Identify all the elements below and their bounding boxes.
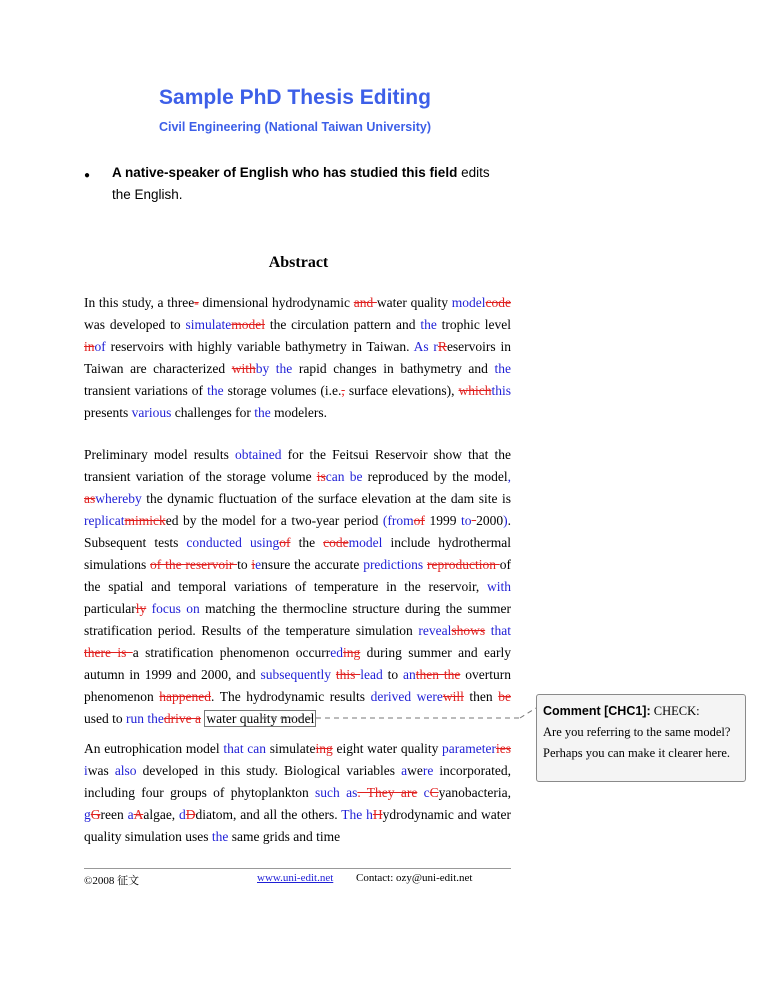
page-subtitle: Civil Engineering (National Taiwan University) xyxy=(158,120,432,134)
paragraph-text: simulate xyxy=(266,741,316,756)
deleted-text: H xyxy=(372,807,383,822)
deleted-text: model xyxy=(231,317,265,332)
deleted-text: as xyxy=(84,491,96,506)
footer-contact: Contact: ozy@uni-edit.net xyxy=(356,872,473,884)
bullet-icon: ● xyxy=(84,170,91,181)
paragraph-text: we xyxy=(407,763,423,778)
deleted-text: and xyxy=(353,295,377,310)
paragraph-text: algae, xyxy=(143,807,180,822)
inserted-text: also xyxy=(114,763,137,778)
inserted-text: , xyxy=(507,469,511,484)
paragraph-text: was xyxy=(87,763,115,778)
paragraph-text: transient variations of xyxy=(84,383,208,398)
inserted-text: c xyxy=(423,785,430,800)
paragraph-text: challenges for xyxy=(171,405,255,420)
deleted-text: - xyxy=(194,295,199,310)
deleted-text: mimick xyxy=(124,513,166,528)
inserted-text: lead xyxy=(360,667,383,682)
deleted-text: . They are xyxy=(357,785,418,800)
deleted-text: with xyxy=(231,361,256,376)
paragraph-text: An eutrophication model xyxy=(84,741,224,756)
inserted-text: the xyxy=(207,383,224,398)
paragraph-text: 2000 xyxy=(476,513,504,528)
inserted-text: run the xyxy=(126,711,164,726)
paragraph-text: the xyxy=(290,535,324,550)
intro-bold: A native-speaker of English who has studied this field xyxy=(112,165,458,180)
paragraph-text: incorporated, including four groups of phytoplankton xyxy=(84,763,512,800)
inserted-text: model xyxy=(451,295,486,310)
inserted-text: the xyxy=(494,361,511,376)
inserted-text: re xyxy=(422,763,434,778)
inserted-text: d xyxy=(179,807,186,822)
inserted-text: subsequently xyxy=(260,667,332,682)
deleted-text: , xyxy=(341,383,345,398)
paragraph-text: eservoirs in Taiwan are characterized xyxy=(84,339,512,376)
deleted-text: code xyxy=(485,295,511,310)
inserted-text: of xyxy=(94,339,106,354)
deleted-text: of the reservoir xyxy=(150,557,238,572)
inserted-text: The h xyxy=(341,807,373,822)
inserted-text: i xyxy=(84,763,88,778)
inserted-text: replicat xyxy=(84,513,125,528)
deleted-text: ing xyxy=(343,645,361,660)
paragraph-text: for the Feitsui Reservoir show that the transient variation of the storage volume xyxy=(84,447,511,484)
paragraph-text: surface elevations), xyxy=(344,383,459,398)
deleted-text: i xyxy=(251,557,256,572)
paragraph-text: reen xyxy=(100,807,128,822)
paragraph-text: matching the thermocline structure during the summer stratification period. Results of the temperature simulation xyxy=(84,601,512,638)
inserted-text: this xyxy=(491,383,511,398)
intro-rest: edits the English. xyxy=(112,165,490,202)
inserted-text: whereby xyxy=(95,491,142,506)
paragraph-text: a stratification phenomenon occurr xyxy=(132,645,331,660)
deleted-text: ies xyxy=(496,741,512,756)
inserted-text: the xyxy=(211,829,229,844)
paragraph-text: same grids and time xyxy=(228,829,341,844)
footer-link[interactable]: www.uni-edit.net xyxy=(257,872,334,884)
deleted-text: will xyxy=(442,689,464,704)
deleted-text: G xyxy=(90,807,101,822)
page-title: Sample PhD Thesis Editing xyxy=(159,86,431,109)
paragraph-text: of the spatial and temporal variations of temperature in the reservoir, xyxy=(84,557,511,594)
paragraph-text: was developed to xyxy=(84,317,186,332)
paragraph-text: include hydrothermal simulations xyxy=(84,535,511,572)
inserted-text: focus on xyxy=(151,601,200,616)
deleted-text: happened xyxy=(159,689,212,704)
inserted-text: simulate xyxy=(185,317,232,332)
paragraph-text: developed in this study. Biological variables xyxy=(136,763,402,778)
deleted-text: this xyxy=(335,667,361,682)
paragraph-text: modelers. xyxy=(270,405,327,420)
inserted-text: parameter xyxy=(442,741,497,756)
paragraph-text: diatom, and all the others. xyxy=(195,807,342,822)
paragraph-text: rapid changes in bathymetry and xyxy=(292,361,495,376)
deleted-text: is xyxy=(316,469,326,484)
paragraph-text: the dynamic fluctuation of the surface elevation at the dam site is xyxy=(141,491,511,506)
abstract-heading: Abstract xyxy=(268,254,329,271)
paragraph-text: In this study, a three xyxy=(84,295,195,310)
inserted-text: a xyxy=(127,807,134,822)
deleted-text: R xyxy=(437,339,447,354)
deleted-text: which xyxy=(458,383,492,398)
deleted-text: code xyxy=(323,535,349,550)
inserted-text: As r xyxy=(413,339,438,354)
inserted-text: conducted using xyxy=(186,535,280,550)
inserted-text: ed xyxy=(330,645,344,660)
deleted-text: of xyxy=(413,513,425,528)
deleted-text: drive a xyxy=(163,711,201,726)
inserted-text: the xyxy=(420,317,437,332)
inserted-text: derived were xyxy=(370,689,443,704)
inserted-text: model xyxy=(348,535,383,550)
inserted-text: by the xyxy=(255,361,293,376)
inserted-text: various xyxy=(131,405,172,420)
paragraph-text: storage volumes (i.e. xyxy=(223,383,342,398)
paragraph-text: . Subsequent tests xyxy=(84,513,511,550)
paragraph-text: dimensional hydrodynamic xyxy=(198,295,354,310)
inserted-text: that can xyxy=(223,741,267,756)
review-comment[interactable] xyxy=(536,694,746,782)
comment-tag: Comment [CHC1]: xyxy=(543,704,651,718)
deleted-text: ing xyxy=(315,741,333,756)
inserted-text: an xyxy=(403,667,416,682)
paragraph-text: yanobacteria, xyxy=(438,785,511,800)
paragraph-text: particular xyxy=(84,601,136,616)
paragraph-text: 1999 xyxy=(424,513,462,528)
footer-divider xyxy=(84,868,511,869)
paragraph-text: ydrodynamic and water quality simulation uses xyxy=(84,807,511,844)
paragraph-text: trophic level xyxy=(436,317,511,332)
inserted-text: obtained xyxy=(235,447,282,462)
paragraph-text: reservoirs with highly variable bathymetry in Taiwan. xyxy=(105,339,414,354)
deleted-text: reproduction xyxy=(426,557,500,572)
inserted-text: g xyxy=(84,807,91,822)
inserted-text: the xyxy=(254,405,271,420)
paragraph-text: ed by the model for a two-year period xyxy=(165,513,383,528)
paragraph-text: used to xyxy=(84,711,126,726)
paragraph-text: to xyxy=(382,667,404,682)
deleted-text: in xyxy=(84,339,95,354)
paragraph-text: the circulation pattern and xyxy=(264,317,421,332)
paragraph-text: during summer and early autumn in 1999 and 2000, and xyxy=(84,645,511,682)
paragraph-text: reproduced by the model xyxy=(362,469,508,484)
commented-text: water quality model xyxy=(206,711,315,726)
deleted-text: D xyxy=(185,807,196,822)
inserted-text: (from xyxy=(382,513,414,528)
deleted-text: shows xyxy=(451,623,486,638)
comment-label: CHECK: xyxy=(650,704,700,718)
inserted-text: a xyxy=(401,763,408,778)
paragraph-text: nsure the accurate xyxy=(261,557,364,572)
deleted-text: C xyxy=(429,785,439,800)
inserted-text: to xyxy=(461,513,472,528)
paragraph-text: to xyxy=(237,557,252,572)
paragraph-text: water quality xyxy=(376,295,452,310)
deleted-text: there is xyxy=(84,645,133,660)
paragraph-text: Preliminary model results xyxy=(84,447,236,462)
deleted-text: A xyxy=(133,807,144,822)
deleted-text: be xyxy=(498,689,511,704)
deleted-text: ly xyxy=(135,601,147,616)
deleted-text: of xyxy=(279,535,291,550)
inserted-text: e xyxy=(255,557,262,572)
paragraph-text: overturn phenomenon xyxy=(84,667,511,704)
paragraph-text: then xyxy=(463,689,499,704)
deleted-text: then the xyxy=(415,667,461,682)
inserted-text: can be xyxy=(325,469,363,484)
inserted-text: predictions xyxy=(363,557,424,572)
paragraph-text: presents xyxy=(84,405,132,420)
inserted-text: ) xyxy=(503,513,508,528)
paragraph-text: eight water quality xyxy=(332,741,443,756)
inserted-text: that xyxy=(490,623,512,638)
comment-body: Are you referring to the same model? Perhaps you can make it clearer here. xyxy=(543,725,731,760)
inserted-text: reveal xyxy=(418,623,452,638)
footer-copyright: ©2008 征文 xyxy=(84,875,140,887)
inserted-text: with xyxy=(486,579,511,594)
paragraph-text: . The hydrodynamic results xyxy=(211,689,371,704)
inserted-text: such as xyxy=(315,785,358,800)
